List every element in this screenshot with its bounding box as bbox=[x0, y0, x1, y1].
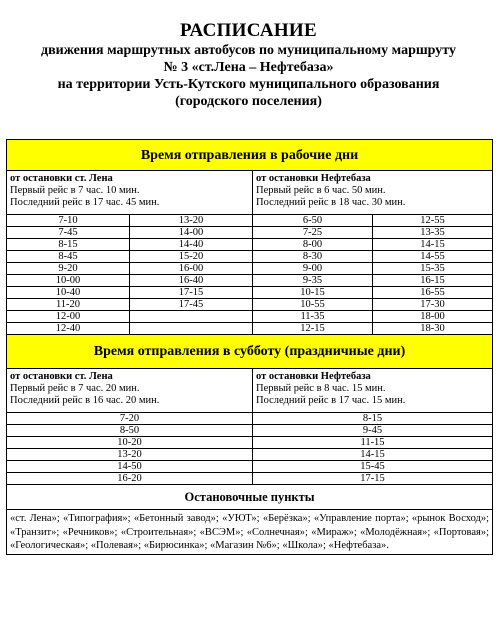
weekday-lena-time-cell: 13-20 bbox=[130, 215, 253, 227]
saturday-time-row bbox=[7, 425, 493, 437]
weekday-lena-time-cell bbox=[130, 323, 253, 335]
weekday-lena-time-cell: 14-00 bbox=[130, 227, 253, 239]
saturday-neftebaza-time-cell: 17-15 bbox=[253, 473, 493, 485]
document-title: РАСПИСАНИЕ bbox=[180, 20, 317, 41]
weekday-time-row bbox=[7, 287, 493, 299]
subtitle-line-4: (городского поселения) bbox=[175, 94, 322, 109]
saturday-lena-time-cell: 8-50 bbox=[7, 425, 253, 437]
saturday-lena-time-cell: 10-20 bbox=[7, 437, 253, 449]
saturday-lena-time-cell: 7-20 bbox=[7, 413, 253, 425]
weekday-time-row bbox=[7, 239, 493, 251]
saturday-from-neftebaza-last: Последний рейс в 17 час. 15 мин. bbox=[256, 395, 406, 406]
weekday-neftebaza-time-cell: 10-55 bbox=[253, 299, 373, 311]
saturday-time-row bbox=[7, 437, 493, 449]
weekday-neftebaza-time-cell: 13-35 bbox=[373, 227, 493, 239]
weekday-neftebaza-time-cell: 15-35 bbox=[373, 263, 493, 275]
weekday-neftebaza-time-cell: 10-15 bbox=[253, 287, 373, 299]
document-header bbox=[0, 20, 497, 110]
saturday-from-neftebaza-first: Первый рейс в 8 час. 15 мин. bbox=[256, 383, 386, 394]
weekday-time-row bbox=[7, 227, 493, 239]
weekday-neftebaza-time-cell: 18-30 bbox=[373, 323, 493, 335]
weekday-neftebaza-time-cell: 16-55 bbox=[373, 287, 493, 299]
saturday-heading: Время отправления в субботу (праздничные дни) bbox=[7, 335, 493, 369]
stops-list: «ст. Лена»; «Типография»; «Бетонный завод»; «УЮТ»; «Берёзка»; «Управление порта»; «рынок Восход»; «Транзит»; «Речников»; «Строительная»; «ВСЭМ»; «Солнечная»; «Мираж»; «Молодёжная»; «Портовая»; «Геологическая»; «Полевая»; «Бирюсинка»; «Магазин №6»; «Школа»; «Нефтебаза». bbox=[7, 510, 493, 555]
saturday-lena-time-cell: 16-20 bbox=[7, 473, 253, 485]
weekday-lena-time-cell: 10-00 bbox=[7, 275, 130, 287]
saturday-neftebaza-time-cell: 9-45 bbox=[253, 425, 493, 437]
weekday-time-row bbox=[7, 215, 493, 227]
weekday-lena-time-cell: 16-00 bbox=[130, 263, 253, 275]
weekday-neftebaza-time-cell: 9-35 bbox=[253, 275, 373, 287]
weekday-from-lena-title: от остановки ст. Лена bbox=[10, 173, 113, 184]
weekday-heading: Время отправления в рабочие дни bbox=[7, 140, 493, 171]
weekday-time-row bbox=[7, 311, 493, 323]
weekday-neftebaza-time-cell: 6-50 bbox=[253, 215, 373, 227]
weekday-lena-time-cell: 10-40 bbox=[7, 287, 130, 299]
saturday-time-row bbox=[7, 413, 493, 425]
weekday-neftebaza-time-cell: 16-15 bbox=[373, 275, 493, 287]
stops-heading: Остановочные пункты bbox=[7, 485, 493, 510]
weekday-lena-time-cell bbox=[130, 311, 253, 323]
weekday-neftebaza-time-cell: 14-55 bbox=[373, 251, 493, 263]
weekday-lena-time-cell: 8-15 bbox=[7, 239, 130, 251]
weekday-neftebaza-time-cell: 9-00 bbox=[253, 263, 373, 275]
weekday-neftebaza-time-cell: 8-00 bbox=[253, 239, 373, 251]
weekday-lena-time-cell: 7-45 bbox=[7, 227, 130, 239]
weekday-from-neftebaza-first: Первый рейс в 6 час. 50 мин. bbox=[256, 185, 386, 196]
weekday-neftebaza-time-cell: 12-55 bbox=[373, 215, 493, 227]
weekday-lena-time-cell: 14-40 bbox=[130, 239, 253, 251]
weekday-time-row bbox=[7, 263, 493, 275]
saturday-from-lena-first: Первый рейс в 7 час. 20 мин. bbox=[10, 383, 140, 394]
weekday-time-row bbox=[7, 299, 493, 311]
weekday-from-neftebaza-info bbox=[253, 171, 493, 215]
weekday-neftebaza-time-cell: 12-15 bbox=[253, 323, 373, 335]
weekday-from-neftebaza-title: от остановки Нефтебаза bbox=[256, 173, 371, 184]
saturday-time-row bbox=[7, 473, 493, 485]
saturday-time-row bbox=[7, 461, 493, 473]
schedule-table bbox=[6, 139, 493, 555]
weekday-neftebaza-time-cell: 11-35 bbox=[253, 311, 373, 323]
weekday-from-lena-info bbox=[7, 171, 253, 215]
weekday-time-row bbox=[7, 251, 493, 263]
saturday-time-row bbox=[7, 449, 493, 461]
weekday-from-lena-first: Первый рейс в 7 час. 10 мин. bbox=[10, 185, 140, 196]
weekday-lena-time-cell: 8-45 bbox=[7, 251, 130, 263]
saturday-from-lena-title: от остановки ст. Лена bbox=[10, 371, 113, 382]
weekday-from-lena-last: Последний рейс в 17 час. 45 мин. bbox=[10, 197, 160, 208]
weekday-lena-time-cell: 11-20 bbox=[7, 299, 130, 311]
weekday-lena-time-cell: 12-40 bbox=[7, 323, 130, 335]
subtitle-line-2: № 3 «ст.Лена – Нефтебаза» bbox=[163, 60, 334, 75]
weekday-neftebaza-time-cell: 7-25 bbox=[253, 227, 373, 239]
saturday-neftebaza-time-cell: 14-15 bbox=[253, 449, 493, 461]
saturday-neftebaza-time-cell: 11-15 bbox=[253, 437, 493, 449]
weekday-lena-time-cell: 17-45 bbox=[130, 299, 253, 311]
weekday-lena-time-cell: 16-40 bbox=[130, 275, 253, 287]
saturday-lena-time-cell: 13-20 bbox=[7, 449, 253, 461]
weekday-lena-time-cell: 12-00 bbox=[7, 311, 130, 323]
weekday-lena-time-cell: 7-10 bbox=[7, 215, 130, 227]
weekday-lena-time-cell: 15-20 bbox=[130, 251, 253, 263]
saturday-from-lena-last: Последний рейс в 16 час. 20 мин. bbox=[10, 395, 160, 406]
weekday-time-row bbox=[7, 323, 493, 335]
saturday-from-neftebaza-title: от остановки Нефтебаза bbox=[256, 371, 371, 382]
weekday-neftebaza-time-cell: 18-00 bbox=[373, 311, 493, 323]
weekday-neftebaza-time-cell: 8-30 bbox=[253, 251, 373, 263]
saturday-from-neftebaza-info bbox=[253, 369, 493, 413]
subtitle-line-1: движения маршрутных автобусов по муниципальному маршруту bbox=[41, 43, 456, 58]
saturday-neftebaza-time-cell: 15-45 bbox=[253, 461, 493, 473]
weekday-from-neftebaza-last: Последний рейс в 18 час. 30 мин. bbox=[256, 197, 406, 208]
weekday-time-row bbox=[7, 275, 493, 287]
saturday-from-lena-info bbox=[7, 369, 253, 413]
weekday-neftebaza-time-cell: 14-15 bbox=[373, 239, 493, 251]
weekday-lena-time-cell: 17-15 bbox=[130, 287, 253, 299]
weekday-lena-time-cell: 9-20 bbox=[7, 263, 130, 275]
subtitle-line-3: на территории Усть-Кутского муниципального образования bbox=[57, 77, 440, 92]
saturday-neftebaza-time-cell: 8-15 bbox=[253, 413, 493, 425]
weekday-neftebaza-time-cell: 17-30 bbox=[373, 299, 493, 311]
saturday-lena-time-cell: 14-50 bbox=[7, 461, 253, 473]
